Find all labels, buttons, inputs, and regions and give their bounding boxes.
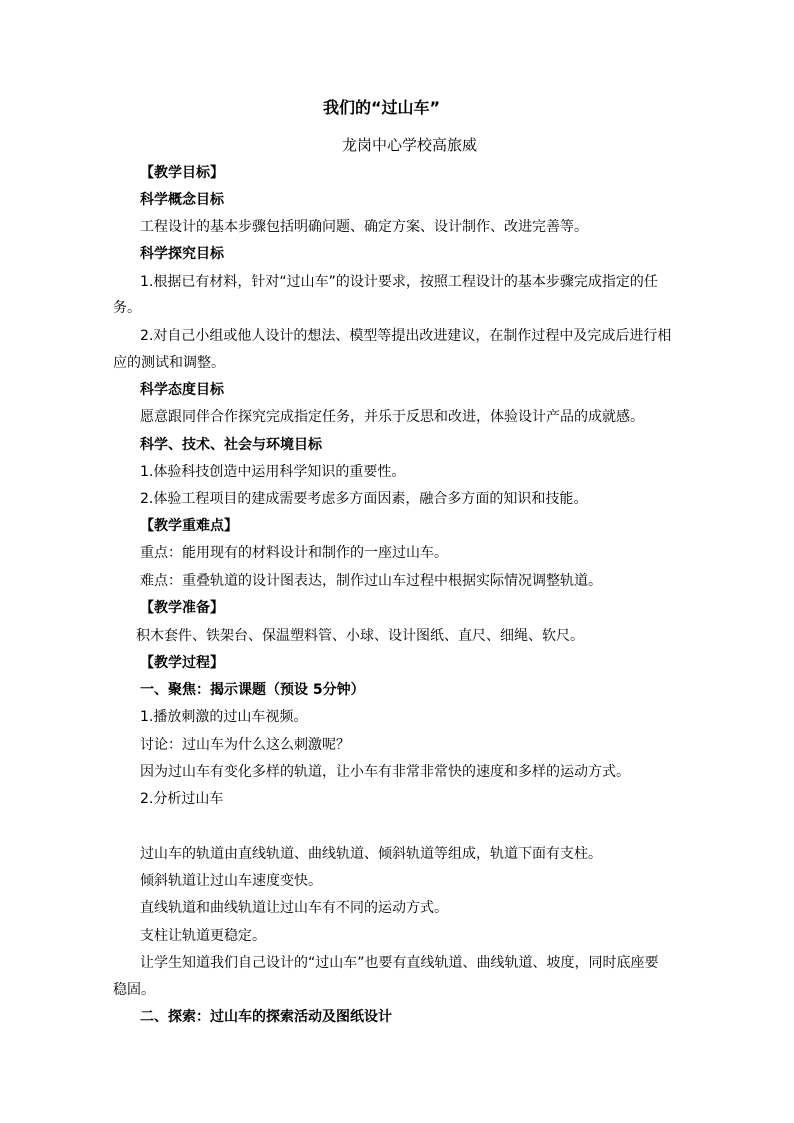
inquiry-heading: 科学探究目标 xyxy=(140,246,224,262)
sts-item-2: 2.体验工程项目的建成需要考虑多方面因素，融合多方面的知识和技能。 xyxy=(140,491,588,507)
process-heading: 【教学过程】 xyxy=(140,655,224,671)
part1-line-8: 支柱让轨道更稳定。 xyxy=(140,928,266,944)
document-title: 我们的“过山车” xyxy=(323,98,441,117)
part1-line-9b: 稳固。 xyxy=(113,982,155,998)
part2-heading: 二、探索：过山车的探索活动及图纸设计 xyxy=(140,1009,392,1025)
sts-item-1: 1.体验科技创造中运用科学知识的重要性。 xyxy=(140,464,406,480)
goals-heading: 【教学目标】 xyxy=(140,165,224,181)
part1-line-6: 倾斜轨道让过山车速度变快。 xyxy=(140,873,322,889)
key-point: 重点：能用现有的材料设计和制作的一座过山车。 xyxy=(140,545,448,561)
part1-line-3: 因为过山车有变化多样的轨道，让小车有非常非常快的速度和多样的运动方式。 xyxy=(140,764,630,780)
part1-line-9a: 让学生知道我们自己设计的“过山车”也要有直线轨道、曲线轨道、坡度，同时底座要 xyxy=(140,955,659,971)
concept-heading: 科学概念目标 xyxy=(140,192,224,208)
part1-line-4: 2.分析过山车 xyxy=(140,791,224,807)
inquiry-item-1-line-2: 务。 xyxy=(113,300,141,316)
inquiry-item-2-line-1: 2.对自己小组或他人设计的想法、模型等提出改进建议，在制作过程中及完成后进行相 xyxy=(140,328,672,344)
part1-heading: 一、聚焦：揭示课题（预设 5分钟） xyxy=(140,682,365,698)
inquiry-item-1-line-1: 1.根据已有材料，针对“过山车”的设计要求，按照工程设计的基本步骤完成指定的任 xyxy=(140,274,658,290)
inquiry-item-2-line-2: 应的测试和调整。 xyxy=(113,355,225,371)
sts-heading: 科学、技术、社会与环境目标 xyxy=(140,437,322,453)
author-line: 龙岗中心学校高旅威 xyxy=(342,136,478,154)
part1-line-7: 直线轨道和曲线轨道让过山车有不同的运动方式。 xyxy=(140,900,448,916)
prep-text: 积木套件、铁架台、保温塑料管、小球、设计图纸、直尺、细绳、软尺。 xyxy=(136,628,584,644)
part1-line-2: 讨论：过山车为什么这么刺激呢？ xyxy=(140,737,350,753)
part1-line-1: 1.播放刺激的过山车视频。 xyxy=(140,709,308,725)
keypoints-heading: 【教学重难点】 xyxy=(140,518,238,534)
part1-line-5: 过山车的轨道由直线轨道、曲线轨道、倾斜轨道等组成，轨道下面有支柱。 xyxy=(140,846,602,862)
attitude-text: 愿意跟同伴合作探究完成指定任务，并乐于反思和改进，体验设计产品的成就感。 xyxy=(140,409,644,425)
concept-text: 工程设计的基本步骤包括明确问题、确定方案、设计制作、改进完善等。 xyxy=(140,219,588,235)
difficult-point: 难点：重叠轨道的设计图表达，制作过山车过程中根据实际情况调整轨道。 xyxy=(140,573,602,589)
prep-heading: 【教学准备】 xyxy=(140,600,224,616)
attitude-heading: 科学态度目标 xyxy=(140,382,224,398)
